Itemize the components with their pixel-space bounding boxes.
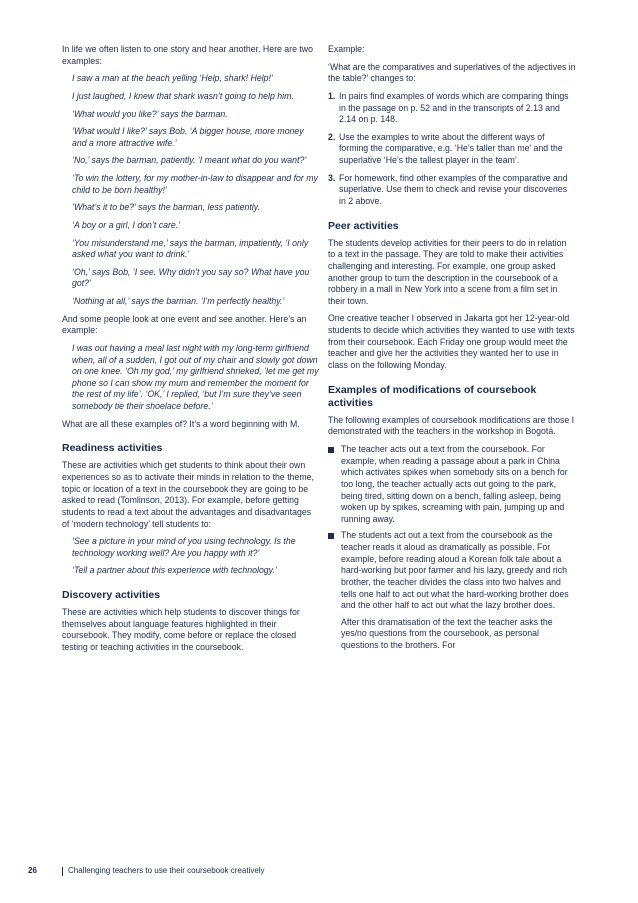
right-column [328, 44, 576, 658]
numbered-list [328, 91, 576, 208]
item-number: 1. [328, 90, 336, 101]
item-number: 3. [328, 172, 336, 183]
discovery-heading: Discovery activities [62, 589, 161, 601]
page-number: 26 [28, 866, 37, 875]
discovery-paragraph: These are activities which help students to discover things for themselves about language features highlighted in their coursebook. They modify, come before or replace the closed testing or teaching activities in the coursebook. [62, 607, 300, 652]
peer-paragraph: One creative teacher I observed in Jakarta got her 12-year-old students to decide which activities they wanted to use with texts from their coursebook. Each Friday one group would meet the teacher and give her the activities they wanted her to use in class on the following Monday. [328, 313, 575, 370]
story-line: I just laughed, I knew that shark wasn’t going to help him. [72, 90, 294, 101]
list-item [328, 173, 576, 208]
item-text: The students act out a text from the coursebook as the teacher reads it aloud as dramatically as possible. For example, before reading aloud a Korean folk tale about a hard-working but poor farmer and his lazy, greedy and rich brother, the teacher divides the class into two halves and tells one half to act out what the hard-working brother does and the other half to act out what the lazy brother does. [341, 530, 569, 611]
item-text: For homework, find other examples of the comparative and superlative. Use them to check and revise your discoveries in 2 above. [339, 172, 568, 206]
story-line: ‘What’s it to be?’ says the barman, less patiently. [72, 202, 260, 213]
story-two: I was out having a meal last night with my long-term girlfriend when, all of a sudden, I got out of my chair and slowly got down on one knee. ‘Oh my god,’ my girlfriend shrieked, ‘let me get my phone so I can show my mum and remember the moment for the rest of my life’. ‘OK,’ I replied, ‘but I’m sure they’ve seen somebody tie their shoelace before.’ [72, 342, 319, 411]
bullet-list [328, 444, 576, 612]
story-line: ‘Nothing at all,’ says the barman. ‘I’m perfectly healthy.’ [72, 296, 285, 306]
intro-two-paragraph: And some people look at one event and see another. Here’s an example: [62, 313, 307, 336]
left-column [62, 44, 320, 660]
list-item [328, 132, 576, 167]
item-text: Use the examples to write about the different ways of forming the comparative, e.g. ‘He’s taller than me’ and the superlative ‘He’s the tallest player in the team’. [339, 131, 563, 165]
readiness-heading: Readiness activities [62, 442, 163, 455]
story-line: ‘Oh,’ says Bob, ‘I see. Why didn’t you say so? What have you got?’ [72, 266, 310, 289]
list-item [328, 530, 576, 611]
intro-paragraph: In life we often listen to one story and hear another. Here are two examples: [62, 44, 313, 66]
story-line: I saw a man at the beach yelling ‘Help, shark! Help!’ [72, 73, 273, 84]
footer-divider [62, 867, 63, 876]
story-line: ‘To win the lottery, for my mother-in-law to disappear and for my child to be born healthy!’ [72, 173, 318, 195]
item-text: In pairs find examples of words which are comparing things in the passage on p. 52 and in the transcripts of 2.13 and 2.14 on p. 148. [339, 90, 569, 125]
square-bullet-icon [328, 447, 334, 453]
item-text: The teacher acts out a text from the coursebook. For example, when reading a passage about a park in China which activates spikes when somebody sits on a bench for too long, the teacher actually acts out going to the park, being tired, sitting down on a bench, falling asleep, being woken up by spikes, screaming with pain, jumping up and running away. [341, 444, 568, 524]
story-line: ‘What would you like?’ says the barman. [72, 108, 228, 119]
list-item [328, 444, 576, 525]
peer-heading: Peer activities [328, 219, 399, 232]
question-paragraph: What are all these examples of? It’s a word beginning with M. [62, 418, 300, 429]
story-one [72, 73, 320, 307]
footer-title: Challenging teachers to use their coursebook creatively [68, 866, 265, 875]
list-item [328, 91, 576, 126]
square-bullet-icon [328, 533, 334, 539]
story-line: ‘No,’ says the barman, patiently. ‘I meant what do you want?’ [72, 155, 307, 166]
readiness-quote: ‘Tell a partner about this experience with technology.’ [72, 565, 277, 576]
example-quote: ‘What are the comparatives and superlatives of the adjectives in the table?’ changes to: [328, 61, 576, 84]
peer-paragraph: The students develop activities for their peers to do in relation to a text in the passage. They are told to make their activities challenging and interesting. For example, one group asked another group to turn the description in the coursebook of a robbery in a mall in New York into a scene from a film set in their town. [328, 237, 567, 306]
example-label: Example: [328, 44, 365, 54]
story-line: ‘What would I like?’ says Bob. ‘A bigger house, more money and a more attractive wife.’ [72, 126, 304, 148]
story-line: ‘A boy or a girl, I don’t care.’ [72, 219, 181, 230]
item-number: 2. [328, 131, 336, 142]
after-paragraph: After this dramatisation of the text the teacher asks the yes/no questions from the coursebook, as personal questions to the brothers. For [341, 616, 553, 650]
page-footer [28, 866, 618, 880]
story-line: ‘You misunderstand me,’ says the barman, impatiently, ‘I only asked what you want to drink.’ [72, 237, 309, 260]
readiness-quote: ‘See a picture in your mind of you using technology. Is the technology working well? Are you happy with it?’ [72, 536, 296, 558]
modifications-paragraph: The following examples of coursebook modifications are those I demonstrated with the teachers in the workshop in Bogotá. [328, 414, 575, 437]
readiness-quotes [72, 536, 320, 577]
modifications-heading: Examples of modifications of coursebook activities [328, 383, 537, 409]
readiness-paragraph: These are activities which get students to think about their own experiences so as to activate their minds in relation to the theme, topic or location of a text in the coursebook they are going to be asked to read (Tomlinson, 2013). For example, before getting students to read a text about the advantages and disadvantages of ‘modern technology’ tell students to: [62, 460, 314, 529]
